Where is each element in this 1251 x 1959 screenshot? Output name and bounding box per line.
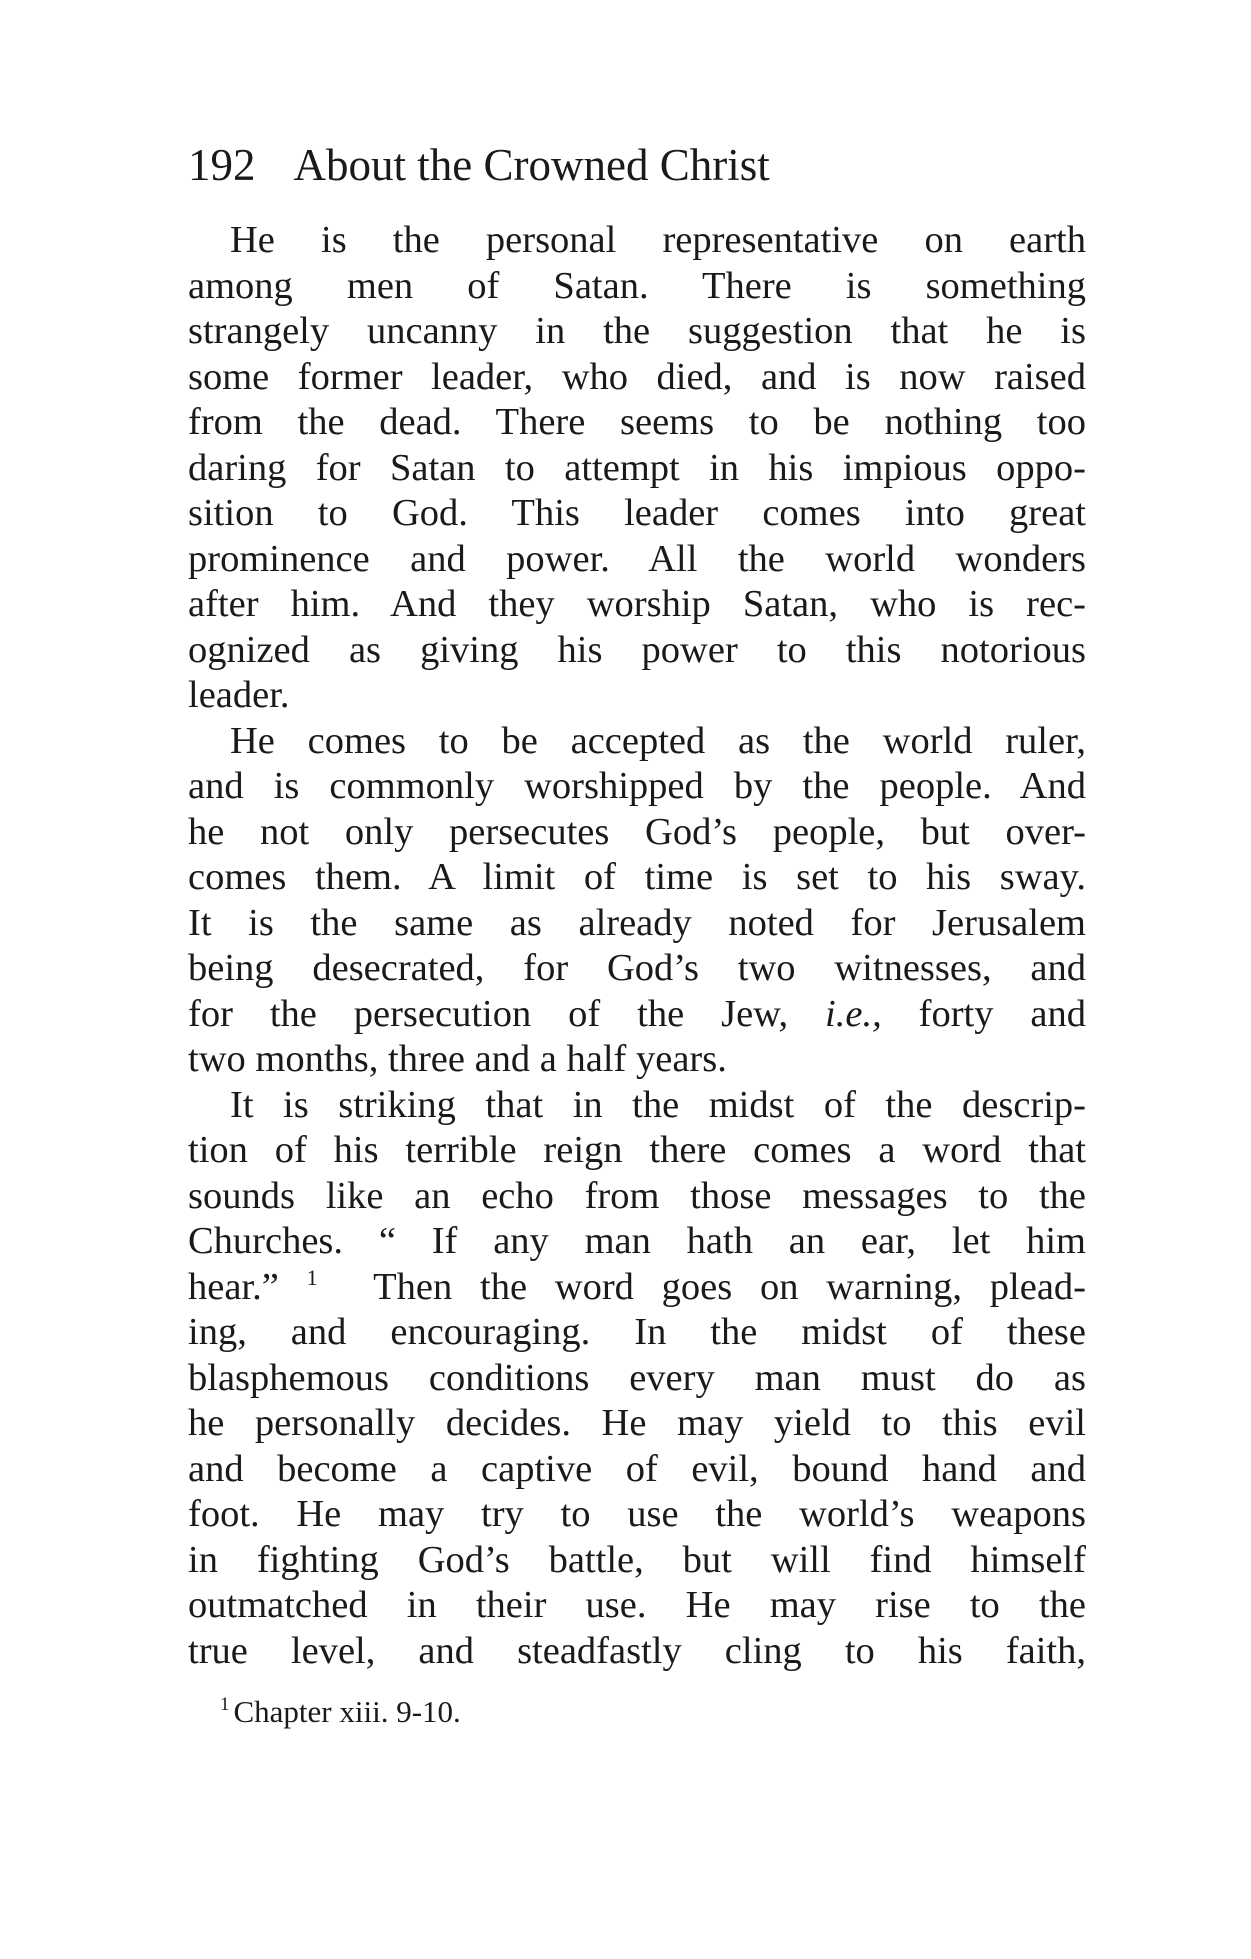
running-title: About the Crowned Christ — [293, 140, 770, 190]
text-line: leader. — [188, 674, 290, 716]
text-line-start: hear.” — [188, 1265, 279, 1308]
text-line: among men of Satan. There is something — [188, 264, 1086, 307]
text-line-end: Then the word goes on warning, plead- — [373, 1265, 1087, 1308]
text-line: ing, and encouraging. In the midst of these — [188, 1311, 1086, 1353]
text-line: from the dead. There seems to be nothing too — [188, 401, 1086, 443]
text-line: for the persecution of the Jew, i.e., forty and — [188, 992, 1086, 1035]
text-line: two months, three and a half years. — [188, 1038, 727, 1080]
text-line: daring for Satan to attempt in his impious oppo- — [188, 446, 1086, 489]
text-line: he not only persecutes God’s people, but over- — [188, 810, 1086, 853]
text-line: outmatched in their use. He may rise to the — [188, 1584, 1086, 1626]
text-line: comes them. A limit of time is set to his sway. — [188, 856, 1086, 898]
text-line: ognized as giving his power to this notorious — [188, 628, 1086, 671]
text-line: sition to God. This leader comes into great — [188, 492, 1086, 534]
text-line: some former leader, who died, and is now raised — [188, 355, 1086, 398]
paragraph-3 — [188, 1083, 1086, 1675]
footnote-reference: 1 — [306, 1264, 318, 1290]
text-line: and is commonly worshipped by the people. And — [188, 765, 1086, 807]
text-line: after him. And they worship Satan, who is rec- — [188, 583, 1086, 625]
text-line: sounds like an echo from those messages to the — [188, 1174, 1086, 1217]
running-head — [188, 135, 1088, 195]
text-line: foot. He may try to use the world’s weapons — [188, 1493, 1086, 1535]
text-line: blasphemous conditions every man must do as — [188, 1356, 1086, 1399]
text-line: He comes to be accepted as the world ruler, — [230, 719, 1086, 762]
text-line: in fighting God’s battle, but will find himself — [188, 1538, 1086, 1581]
text-line: It is striking that in the midst of the descrip- — [230, 1083, 1086, 1126]
italic-abbreviation: i.e., — [825, 992, 882, 1035]
text-line: he personally decides. He may yield to this evil — [188, 1402, 1086, 1444]
text-line: It is the same as already noted for Jerusalem — [188, 901, 1086, 944]
text-line-with-note — [188, 1265, 1086, 1311]
text-line: true level, and steadfastly cling to his faith, — [188, 1629, 1086, 1672]
text-line: Churches. “ If any man hath an ear, let him — [188, 1220, 1086, 1262]
text-line: tion of his terrible reign there comes a word that — [188, 1129, 1086, 1171]
paragraph-2 — [188, 719, 1086, 1083]
footnote-marker: 1 — [220, 1694, 230, 1715]
text-line: prominence and power. All the world wonders — [188, 537, 1086, 580]
footnote — [220, 1692, 920, 1732]
paragraph-1 — [188, 218, 1086, 719]
text-line: and become a captive of evil, bound hand and — [188, 1447, 1086, 1490]
text-line: being desecrated, for God’s two witnesses, and — [188, 947, 1086, 989]
text-line: strangely uncanny in the suggestion that he is — [188, 310, 1086, 352]
text-line: He is the personal representative on earth — [230, 219, 1086, 261]
page-number: 192 — [188, 140, 256, 190]
body-text — [188, 218, 1086, 1674]
footnote-text: Chapter xiii. 9-10. — [233, 1694, 461, 1729]
